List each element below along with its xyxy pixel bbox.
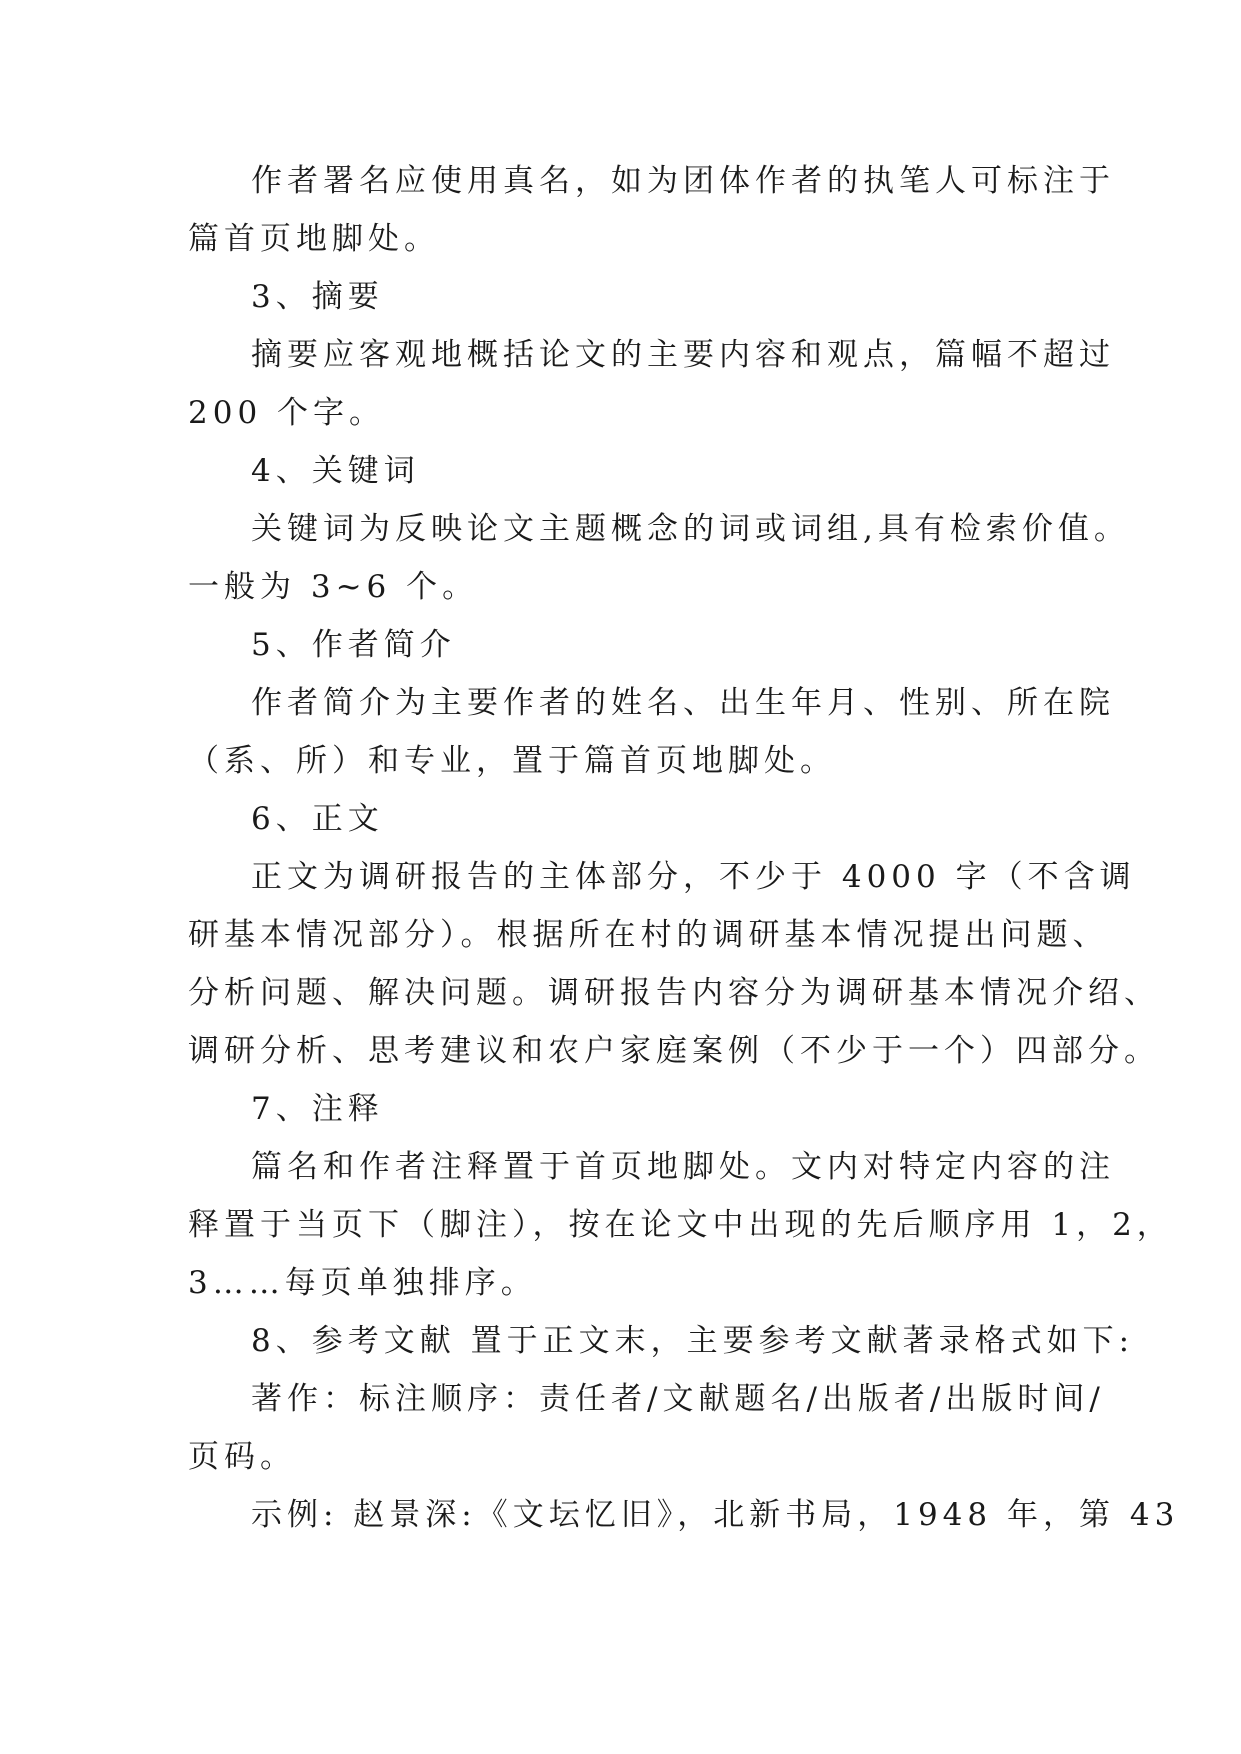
section-heading: 4、关键词 — [251, 453, 420, 489]
paragraph-line: 释置于当页下（脚注），按在论文中出现的先后顺序用 1，2， — [188, 1207, 1173, 1243]
paragraph-line: 作者署名应使用真名，如为团体作者的执笔人可标注于 — [251, 163, 1115, 199]
paragraph-line: 页码。 — [188, 1439, 296, 1475]
paragraph-line: 作者简介为主要作者的姓名、出生年月、性别、所在院 — [251, 685, 1115, 721]
paragraph-line: 200 个字。 — [188, 395, 386, 431]
paragraph-line: 关键词为反映论文主题概念的词或词组,具有检索价值。 — [251, 511, 1130, 547]
paragraph-line: 著作：标注顺序：责任者/文献题名/出版者/出版时间/ — [251, 1381, 1105, 1417]
paragraph-line: （系、所）和专业，置于篇首页地脚处。 — [188, 743, 836, 779]
paragraph-line: 正文为调研报告的主体部分，不少于 4000 字（不含调 — [251, 859, 1136, 895]
section-heading: 6、正文 — [251, 801, 384, 837]
paragraph-line: 篇首页地脚处。 — [188, 221, 440, 257]
paragraph-line: 一般为 3~6 个。 — [188, 569, 479, 605]
section-heading: 5、作者简介 — [251, 627, 456, 663]
paragraph-line: 分析问题、解决问题。调研报告内容分为调研基本情况介绍、 — [188, 975, 1160, 1011]
paragraph-line: 调研分析、思考建议和农户家庭案例（不少于一个）四部分。 — [188, 1033, 1160, 1069]
paragraph-line: 示例: 赵景深:《文坛忆旧》，北新书局，1948 年，第 43 — [251, 1497, 1180, 1533]
section-heading: 7、注释 — [251, 1091, 384, 1127]
paragraph-line: 摘要应客观地概括论文的主要内容和观点，篇幅不超过 — [251, 337, 1115, 373]
paragraph-line: 3……每页单独排序。 — [188, 1265, 537, 1301]
paragraph-line: 研基本情况部分）。根据所在村的调研基本情况提出问题、 — [188, 917, 1109, 953]
document-body — [188, 152, 1180, 1544]
paragraph-line: 篇名和作者注释置于首页地脚处。文内对特定内容的注 — [251, 1149, 1115, 1185]
section-heading: 8、参考文献 置于正文末，主要参考文献著录格式如下: — [251, 1323, 1135, 1359]
section-heading: 3、摘要 — [251, 279, 384, 315]
